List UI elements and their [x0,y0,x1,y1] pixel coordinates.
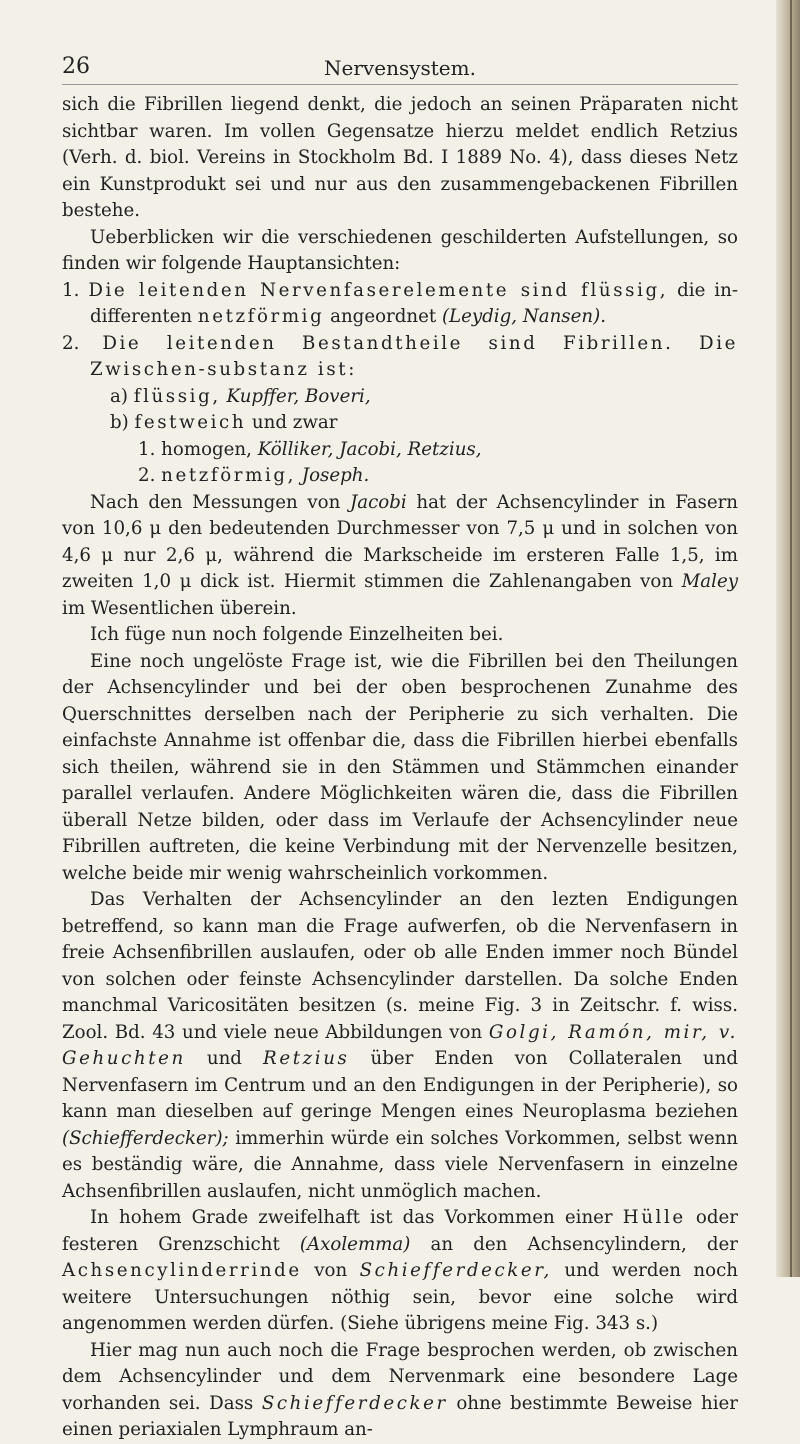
running-title: Nervensystem. [324,56,476,80]
paragraph-3: Nach den Messungen von Jacobi hat der Achsencylinder in Fasern von 10,6 μ den bedeutenden Durchmesser von 7,5 μ und in solchen von 4,6 μ nur 2,6 μ, während die Markscheide im ersteren Falle 1,5, im zweiten 1,0 μ dick ist. Hiermit stimmen die Zahlenangaben von Maley im Wesentlichen überein. [62,491,738,619]
list-item-2b1: 1. homogen, Kölliker, Jacobi, Retzius, [138,438,482,460]
page-header [62,50,738,85]
list-item-1: 1. Die leitenden Nervenfaserelemente sind flüssig, die in-differenten netzförmig angeordnet (Leydig, Nansen). [62,279,738,327]
paragraph-7: In hohem Grade zweifelhaft ist das Vorkommen einer Hülle oder festeren Grenzschicht (Axolemma) an den Achsencylindern, der Achsencylinderrinde von Schiefferdecker, und werden noch weitere Untersuchungen nöthig sein, bevor eine solche wird angenommen werden dürfen. (Siehe übrigens meine Fig. 343 s.) [62,1207,738,1334]
paragraph-6: Das Verhalten der Achsencylinder an den lezten Endigungen betreffend, so kann man die Frage aufwerfen, ob die Nervenfasern in freie Achsenfibrillen auslaufen, oder ob alle Enden immer noch Bündel von solchen oder feinste Achsencylinder darstellen. Da solche Enden manchmal Varicositäten besitzen (s. meine Fig. 3 in Zeitschr. f. wiss. Zool. Bd. 43 und viele neue Abbildungen von Golgi, Ramón, mir, v. Gehuchten und Retzius über Enden von Collateralen und Nervenfasern im Centrum und an den Endigungen in der Peripherie), so kann man dieselben auf geringe Mengen eines Neuroplasma beziehen (Schiefferdecker); immerhin würde ein solches Vorkommen, selbst wenn es beständig wäre, die Annahme, dass viele Nervenfasern in einzelne Achsenfibrillen auslaufen, nicht unmöglich machen. [62,889,738,1202]
paragraph-4: Ich füge nun noch folgende Einzelheiten bei. [90,624,504,645]
list-item-2b2: 2. netzförmig, Joseph. [138,465,370,486]
book-binding-edge [776,0,800,1277]
list-item-2: 2. Die leitenden Bestandtheile sind Fibrillen. Die Zwischen-substanz ist: [62,332,738,380]
list-item-2a: a) flüssig, Kupffer, Boveri, [110,385,371,407]
paragraph-2: Ueberblicken wir die verschiedenen geschilderten Aufstellungen, so finden wir folgende Hauptansichten: [62,226,738,274]
paragraph-5: Eine noch ungelöste Frage ist, wie die Fibrillen bei den Theilungen der Achsencylinder und bei der oben besprochenen Zunahme des Querschnittes derselben nach der Peripherie zu sich verhalten. Die einfachste Annahme ist offenbar die, dass die Fibrillen hierbei ebenfalls sich theilen, während sie in den Stämmen und Stämmchen einander parallel verlaufen. Andere Möglichkeiten wären die, dass die Fibrillen überall Netze bilden, oder dass im Verlaufe der Achsencylinder neue Fibrillen auftreten, die keine Verbindung mit der Nervenzelle besitzen, welche beide mir wenig wahrscheinlich vorkommen. [62,650,738,884]
paragraph-1: sich die Fibrillen liegend denkt, die jedoch an seinen Präparaten nicht sichtbar waren. Im vollen Gegensatze hierzu meldet endlich Retzius (Verh. d. biol. Vereins in Stockholm Bd. I 1889 No. 4), dass dieses Netz ein Kunstprodukt sei und nur aus den zusammengebackenen Fibrillen bestehe. [62,94,738,221]
list-item-2b: b) festweich und zwar [110,412,338,433]
page-number: 26 [62,54,90,79]
body-text [62,92,738,1444]
paragraph-8: Hier mag nun auch noch die Frage besprochen werden, ob zwischen dem Achsencylinder und dem Nervenmark eine besondere Lage vorhanden sei. Dass Schiefferdecker ohne bestimmte Beweise hier einen periaxialen Lymphraum an- [62,1339,738,1440]
binding-shadow-line [790,0,792,1277]
